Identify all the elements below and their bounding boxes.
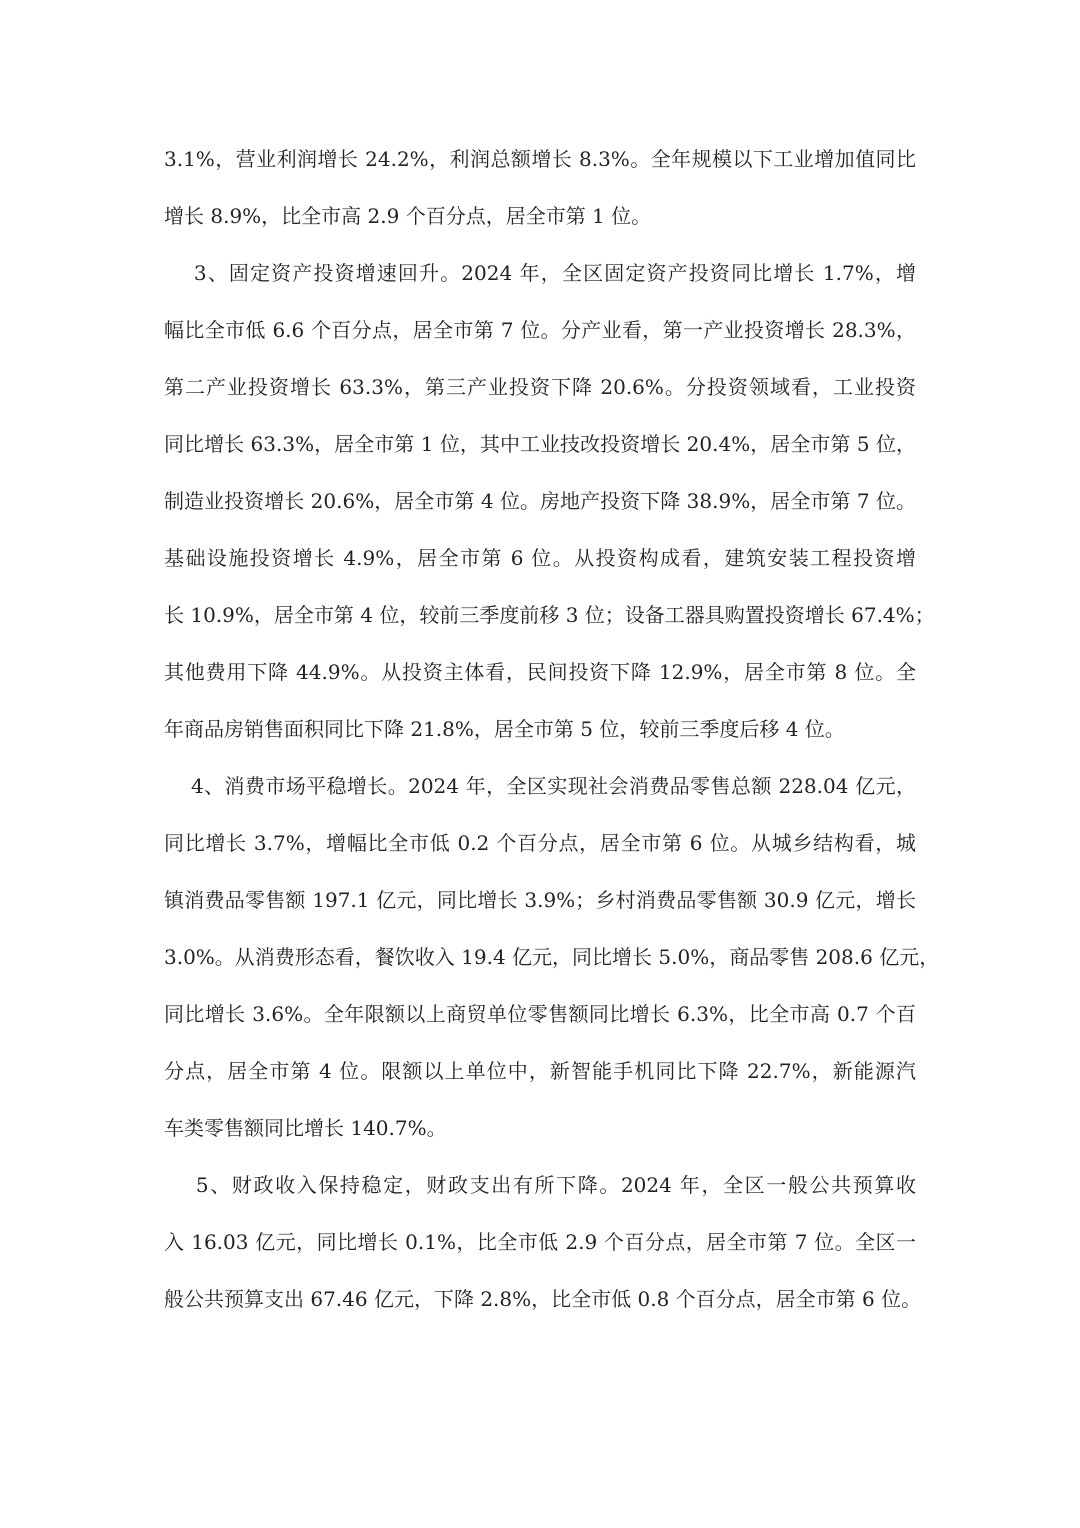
text-line: 镇消费品零售额 197.1 亿元，同比增长 3.9%；乡村消费品零售额 30.9 亿元，增长: [164, 888, 916, 912]
text-line: 第二产业投资增长 63.3%，第三产业投资下降 20.6%。分投资领域看，工业投资: [164, 375, 916, 399]
text-line: 3.0%。从消费形态看，餐饮收入 19.4 亿元，同比增长 5.0%，商品零售 208.6 亿元，: [164, 945, 940, 969]
text-line: 分点，居全市第 4 位。限额以上单位中，新智能手机同比下降 22.7%，新能源汽: [164, 1059, 916, 1083]
text-line: 制造业投资增长 20.6%，居全市第 4 位。房地产投资下降 38.9%，居全市第 7 位。: [164, 489, 916, 513]
paragraph-heading-line: 5、财政收入保持稳定，财政支出有所下降。2024 年，全区一般公共预算收: [164, 1173, 916, 1197]
text-line: 年商品房销售面积同比下降 21.8%，居全市第 5 位，较前三季度后移 4 位。: [164, 717, 845, 741]
text-line: 般公共预算支出 67.46 亿元，下降 2.8%，比全市低 0.8 个百分点，居全市第 6 位。: [164, 1287, 922, 1311]
paragraph-heading-line: 3、固定资产投资增速回升。2024 年，全区固定资产投资同比增长 1.7%，增: [164, 261, 916, 285]
text-line: 车类零售额同比增长 140.7%。: [164, 1116, 447, 1140]
text-line: 其他费用下降 44.9%。从投资主体看，民间投资下降 12.9%，居全市第 8 位。全: [164, 660, 916, 684]
text-line: 基础设施投资增长 4.9%，居全市第 6 位。从投资构成看，建筑安装工程投资增: [164, 546, 916, 570]
text-line: 同比增长 63.3%，居全市第 1 位，其中工业技改投资增长 20.4%，居全市第 5 位，: [164, 432, 916, 456]
text-line: 3.1%，营业利润增长 24.2%，利润总额增长 8.3%。全年规模以下工业增加值同比: [164, 147, 916, 171]
text-line: 同比增长 3.6%。全年限额以上商贸单位零售额同比增长 6.3%，比全市高 0.7 个百: [164, 1002, 916, 1026]
paragraph-heading-line: 4、消费市场平稳增长。2024 年，全区实现社会消费品零售总额 228.04 亿元，: [164, 774, 916, 798]
text-line: 幅比全市低 6.6 个百分点，居全市第 7 位。分产业看，第一产业投资增长 28.3%，: [164, 318, 916, 342]
text-line: 入 16.03 亿元，同比增长 0.1%，比全市低 2.9 个百分点，居全市第 7 位。全区一: [164, 1230, 916, 1254]
document-body: [164, 131, 940, 1328]
text-line: 长 10.9%，居全市第 4 位，较前三季度前移 3 位；设备工器具购置投资增长 67.4%；: [164, 603, 935, 627]
text-line: 增长 8.9%，比全市高 2.9 个百分点，居全市第 1 位。: [164, 204, 652, 228]
text-line: 同比增长 3.7%，增幅比全市低 0.2 个百分点，居全市第 6 位。从城乡结构看，城: [164, 831, 916, 855]
